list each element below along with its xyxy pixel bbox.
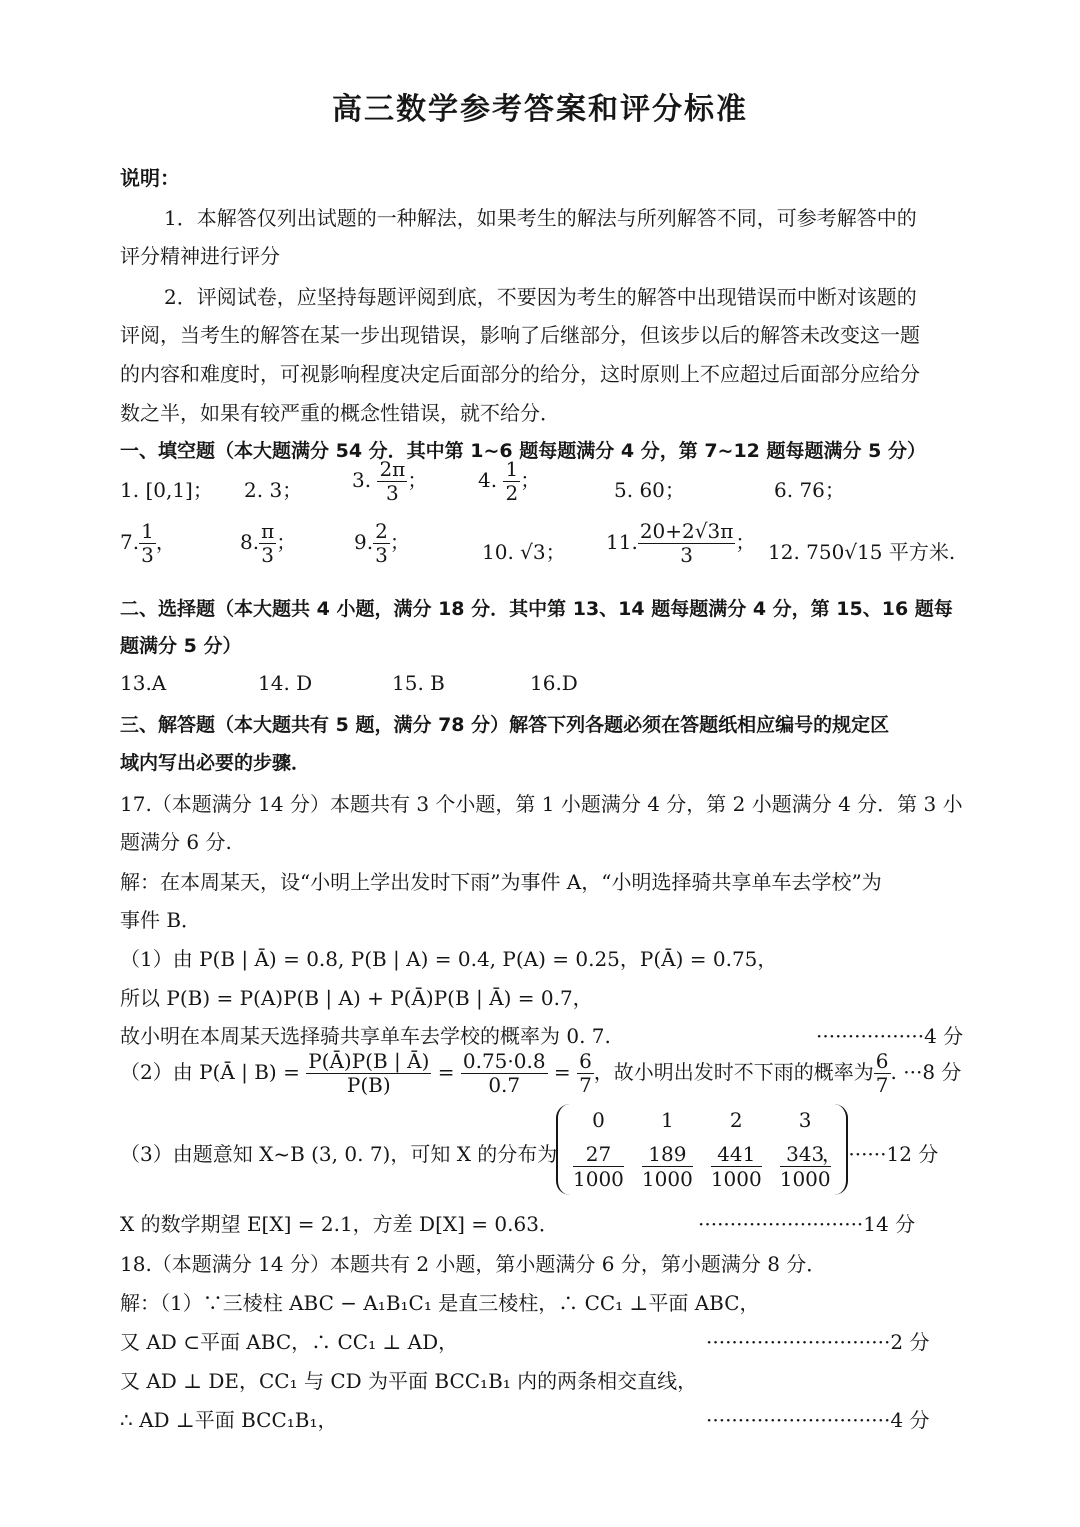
q17-part2: （2）由 P(Ā | B) = $\frac{P(Ā)P(B | Ā)}{P(B)}$ = $\frac{0.75\cdot 0.8}{0.7}$ = $\frac{6}{7}$ ，故小明出发时不下雨的概率为 $\frac{6}{7}$ . ···8 分 [120, 1049, 962, 1097]
q17-part2-frac4-numerator: 6 [875, 1049, 889, 1073]
distribution-matrix [556, 1104, 848, 1195]
q17-part1-line-2: 所以 P(B) = P(A)P(B | A) + P(Ā)P(B | Ā) = 0.7， [120, 986, 593, 1010]
answer-6: 6. 76； [774, 478, 845, 502]
answer-14: 14. D [258, 671, 313, 695]
dist-x-1: 1 [660, 1108, 674, 1132]
q18-intro: 18.（本题满分 14 分）本题共有 2 小题，第小题满分 6 分，第小题满分 8 分． [120, 1252, 827, 1276]
answer-13: 13.A [120, 671, 167, 695]
section-3-heading-line-1: 三、解答题（本大题共有 5 题，满分 78 分）解答下列各题必须在答题纸相应编号的规定区 [120, 714, 890, 736]
answer-15: 15. B [392, 671, 445, 695]
dist-x-0: 0 [592, 1108, 605, 1132]
q18-line-2-score: ·····························2 分 [706, 1330, 930, 1354]
dist-p-num-3: 343 [780, 1142, 831, 1167]
dist-x-3: 3 [798, 1108, 812, 1132]
note-2-line-4: 数之半，如果有较严重的概念性错误，就不给分． [120, 401, 560, 425]
section-2-heading-line-2: 题满分 5 分） [120, 635, 242, 657]
answer-4-denominator: 2 [505, 481, 519, 505]
answer-7-denominator: 3 [141, 543, 154, 567]
q17-part2-frac3-denominator: 7 [579, 1073, 592, 1097]
note-1-line-1: 1．本解答仅列出试题的一种解法，如果考生的解法与所列解答不同，可参考解答中的 [164, 206, 917, 230]
note-1-line-2: 评分精神进行评分 [120, 244, 280, 268]
answer-3-label: 3. [352, 468, 372, 492]
q18-line-1: 解：（1）∵三棱柱 ABC − A₁B₁C₁ 是直三棱柱，∴ CC₁ ⊥平面 ABC， [120, 1291, 760, 1315]
q17-part3-final-score: ··························14 分 [698, 1212, 916, 1236]
q17-part1-score: ·················4 分 [816, 1024, 964, 1048]
dist-p-den-0: 1000 [573, 1167, 624, 1191]
answer-9-numerator: 2 [375, 519, 388, 543]
answer-3: 3. $\frac{2\pi}{3}$ ； [352, 457, 428, 505]
answer-16: 16.D [530, 671, 578, 695]
answer-8-numerator: π [261, 519, 275, 543]
q17-part2-prefix: （2）由 P(Ā | B) = [120, 1060, 300, 1084]
q17-part1-line-3: 故小明在本周某天选择骑共享单车去学校的概率为 0. 7. [120, 1024, 611, 1048]
q17-solution-line-1: 解：在本周某天，设“小明上学出发时下雨”为事件 A，“小明选择骑共享单车去学校”为 [120, 870, 882, 894]
answer-11-denominator: 3 [680, 543, 693, 567]
answer-5: 5. 60； [614, 478, 685, 502]
page-title: 高三数学参考答案和评分标准 [332, 92, 748, 127]
section-2-heading-line-1: 二、选择题（本大题共 4 小题，满分 18 分．其中第 13、14 题每题满分 4 分，第 15、16 题每 [120, 598, 953, 620]
q18-line-4: ∴ AD ⊥平面 BCC₁B₁， [120, 1408, 338, 1432]
answer-9: 9. $\frac{2}{3}$ ； [354, 519, 410, 567]
q17-part2-frac3-numerator: 6 [579, 1049, 592, 1073]
section-3-heading-line-2: 域内写出必要的步骤． [120, 752, 311, 774]
q17-part2-frac1-numerator: P(Ā)P(B | Ā) [308, 1049, 430, 1073]
note-2-line-2: 评阅，当考生的解答在某一步出现错误，影响了后继部分，但该步以后的解答未改变这一题 [120, 323, 920, 347]
q17-part2-frac2-denominator: 0.7 [488, 1073, 521, 1097]
q17-solution-line-2: 事件 B． [120, 908, 202, 932]
answer-8: 8. $\frac{\pi}{3}$ ； [240, 519, 297, 567]
answer-10: 10. √3； [482, 540, 566, 564]
dist-x-2: 2 [729, 1108, 743, 1132]
answer-4: 4. $\frac{1}{2}$ ； [478, 457, 541, 505]
answer-1: 1. [0,1]； [120, 478, 213, 502]
q17-part2-frac1-denominator: P(B) [346, 1073, 391, 1097]
answer-4-numerator: 1 [505, 457, 519, 481]
answer-9-denominator: 3 [375, 543, 388, 567]
note-2-line-1: 2．评阅试卷，应坚持每题评阅到底，不要因为考生的解答中出现错误而中断对该题的 [164, 285, 917, 309]
q17-part2-score: . ···8 分 [890, 1060, 962, 1084]
answer-7: 7. $\frac{1}{3}$ ， [120, 519, 176, 567]
q17-part2-frac2-numerator: 0.75·0.8 [462, 1049, 546, 1073]
answer-11: 11. $\frac{20+2√3\pi}{3}$ ； [606, 519, 756, 567]
q18-line-4-score: ·····························4 分 [706, 1408, 930, 1432]
q17-part1-line-1: （1）由 P(B | Ā) = 0.8, P(B | A) = 0.4, P(A) = 0.25，P(Ā) = 0.75， [120, 947, 778, 971]
notes-heading: 说明： [120, 166, 180, 190]
q18-line-2: 又 AD ⊂平面 ABC，∴ CC₁ ⊥ AD， [120, 1330, 459, 1354]
q17-part2-frac4-denominator: 7 [875, 1073, 889, 1097]
section-1-heading: 一、填空题（本大题满分 54 分．其中第 1~6 题每题满分 4 分，第 7~12 题每题满分 5 分） [120, 440, 926, 462]
answer-3-denominator: 3 [386, 481, 399, 505]
dist-p-num-1: 189 [642, 1142, 693, 1167]
answer-11-label: 11. [606, 530, 638, 554]
answer-4-label: 4. [478, 468, 498, 492]
dist-p-num-0: 27 [573, 1142, 624, 1167]
q17-part2-text: ，故小明出发时不下雨的概率为 [593, 1060, 874, 1084]
answer-8-label: 8. [240, 530, 260, 554]
dist-p-num-2: 441 [711, 1142, 762, 1167]
answer-3-numerator: 2π [379, 457, 406, 481]
q17-part3-line-2: X 的数学期望 E[X] = 2.1，方差 D[X] = 0.63． [120, 1212, 559, 1236]
q17-part3-score: ， ······12 分 [822, 1142, 939, 1166]
answer-7-label: 7. [120, 530, 140, 554]
q17-intro-line-1: 17.（本题满分 14 分）本题共有 3 个小题，第 1 小题满分 4 分，第 2 小题满分 4 分．第 3 小 [120, 792, 963, 816]
answer-12: 12. 750√15 平方米. [768, 540, 956, 564]
dist-p-den-3: 1000 [779, 1167, 831, 1191]
dist-p-den-1: 1000 [641, 1167, 693, 1191]
answer-7-numerator: 1 [141, 519, 154, 543]
dist-p-den-2: 1000 [710, 1167, 762, 1191]
q17-part3-text: （3）由题意知 X~B (3, 0. 7)，可知 X 的分布为 [120, 1142, 558, 1166]
answer-11-numerator: 20+2√3π [639, 519, 734, 543]
answer-9-label: 9. [354, 530, 374, 554]
answer-8-denominator: 3 [261, 543, 275, 567]
note-2-line-3: 的内容和难度时，可视影响程度决定后面部分的给分，这时原则上不应超过后面部分应给分 [120, 362, 920, 386]
answer-2: 2. 3； [244, 478, 303, 502]
q18-line-3: 又 AD ⊥ DE，CC₁ 与 CD 为平面 BCC₁B₁ 内的两条相交直线， [120, 1369, 698, 1393]
q17-intro-line-2: 题满分 6 分. [120, 830, 232, 854]
